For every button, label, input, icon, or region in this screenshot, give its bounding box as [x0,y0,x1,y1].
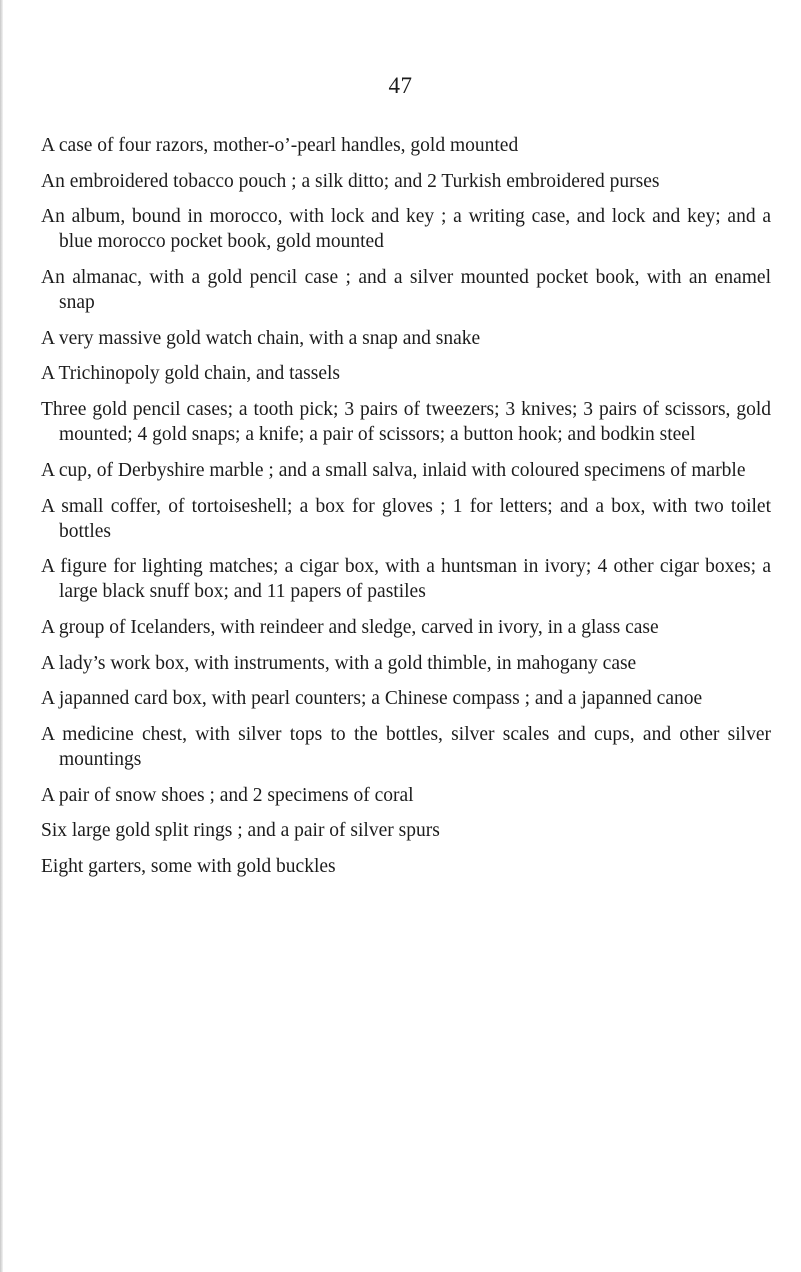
list-item: An album, bound in morocco, with lock and key ; a writing case, and lock and key; and a blue morocco pocket book, gold mounted [41,206,771,253]
list-item: A group of Icelanders, with reindeer and sledge, carved in ivory, in a glass case [41,616,659,638]
list-item: An embroidered tobacco pouch ; a silk ditto; and 2 Turkish embroidered purses [41,170,660,192]
list-item: Three gold pencil cases; a tooth pick; 3 pairs of tweezers; 3 knives; 3 pairs of scissors, gold mounted; 4 gold snaps; a knife; a pair of scissors; a button hook; and bodkin steel [41,399,771,446]
list-item: Eight garters, some with gold buckles [41,856,336,877]
inventory-list [41,133,771,890]
list-item: Six large gold split rings ; and a pair of silver spurs [41,820,440,842]
list-item: A small coffer, of tortoiseshell; a box for gloves ; 1 for letters; and a box, with two toilet bottles [41,495,771,542]
list-item: A case of four razors, mother-o’-pearl handles, gold mounted [41,135,519,156]
list-item: A very massive gold watch chain, with a snap and snake [41,327,481,349]
list-item: A medicine chest, with silver tops to the bottles, silver scales and cups, and other silver mountings [41,723,771,770]
list-item: A cup, of Derbyshire marble ; and a small salva, inlaid with coloured specimens of marble [41,459,746,481]
list-item: A pair of snow shoes ; and 2 specimens of coral [41,784,414,806]
list-item: An almanac, with a gold pencil case ; and a silver mounted pocket book, with an enamel snap [41,267,771,314]
list-item: A Trichinopoly gold chain, and tassels [41,363,340,385]
list-item: A figure for lighting matches; a cigar box, with a huntsman in ivory; 4 other cigar boxes; a large black snuff box; and 11 papers of pastiles [41,556,771,603]
list-item: A lady’s work box, with instruments, with a gold thimble, in mahogany case [41,652,637,674]
page-number: 47 [388,73,413,98]
page-edge-shadow [0,0,3,1272]
list-item: A japanned card box, with pearl counters; a Chinese compass ; and a japanned canoe [41,688,703,710]
